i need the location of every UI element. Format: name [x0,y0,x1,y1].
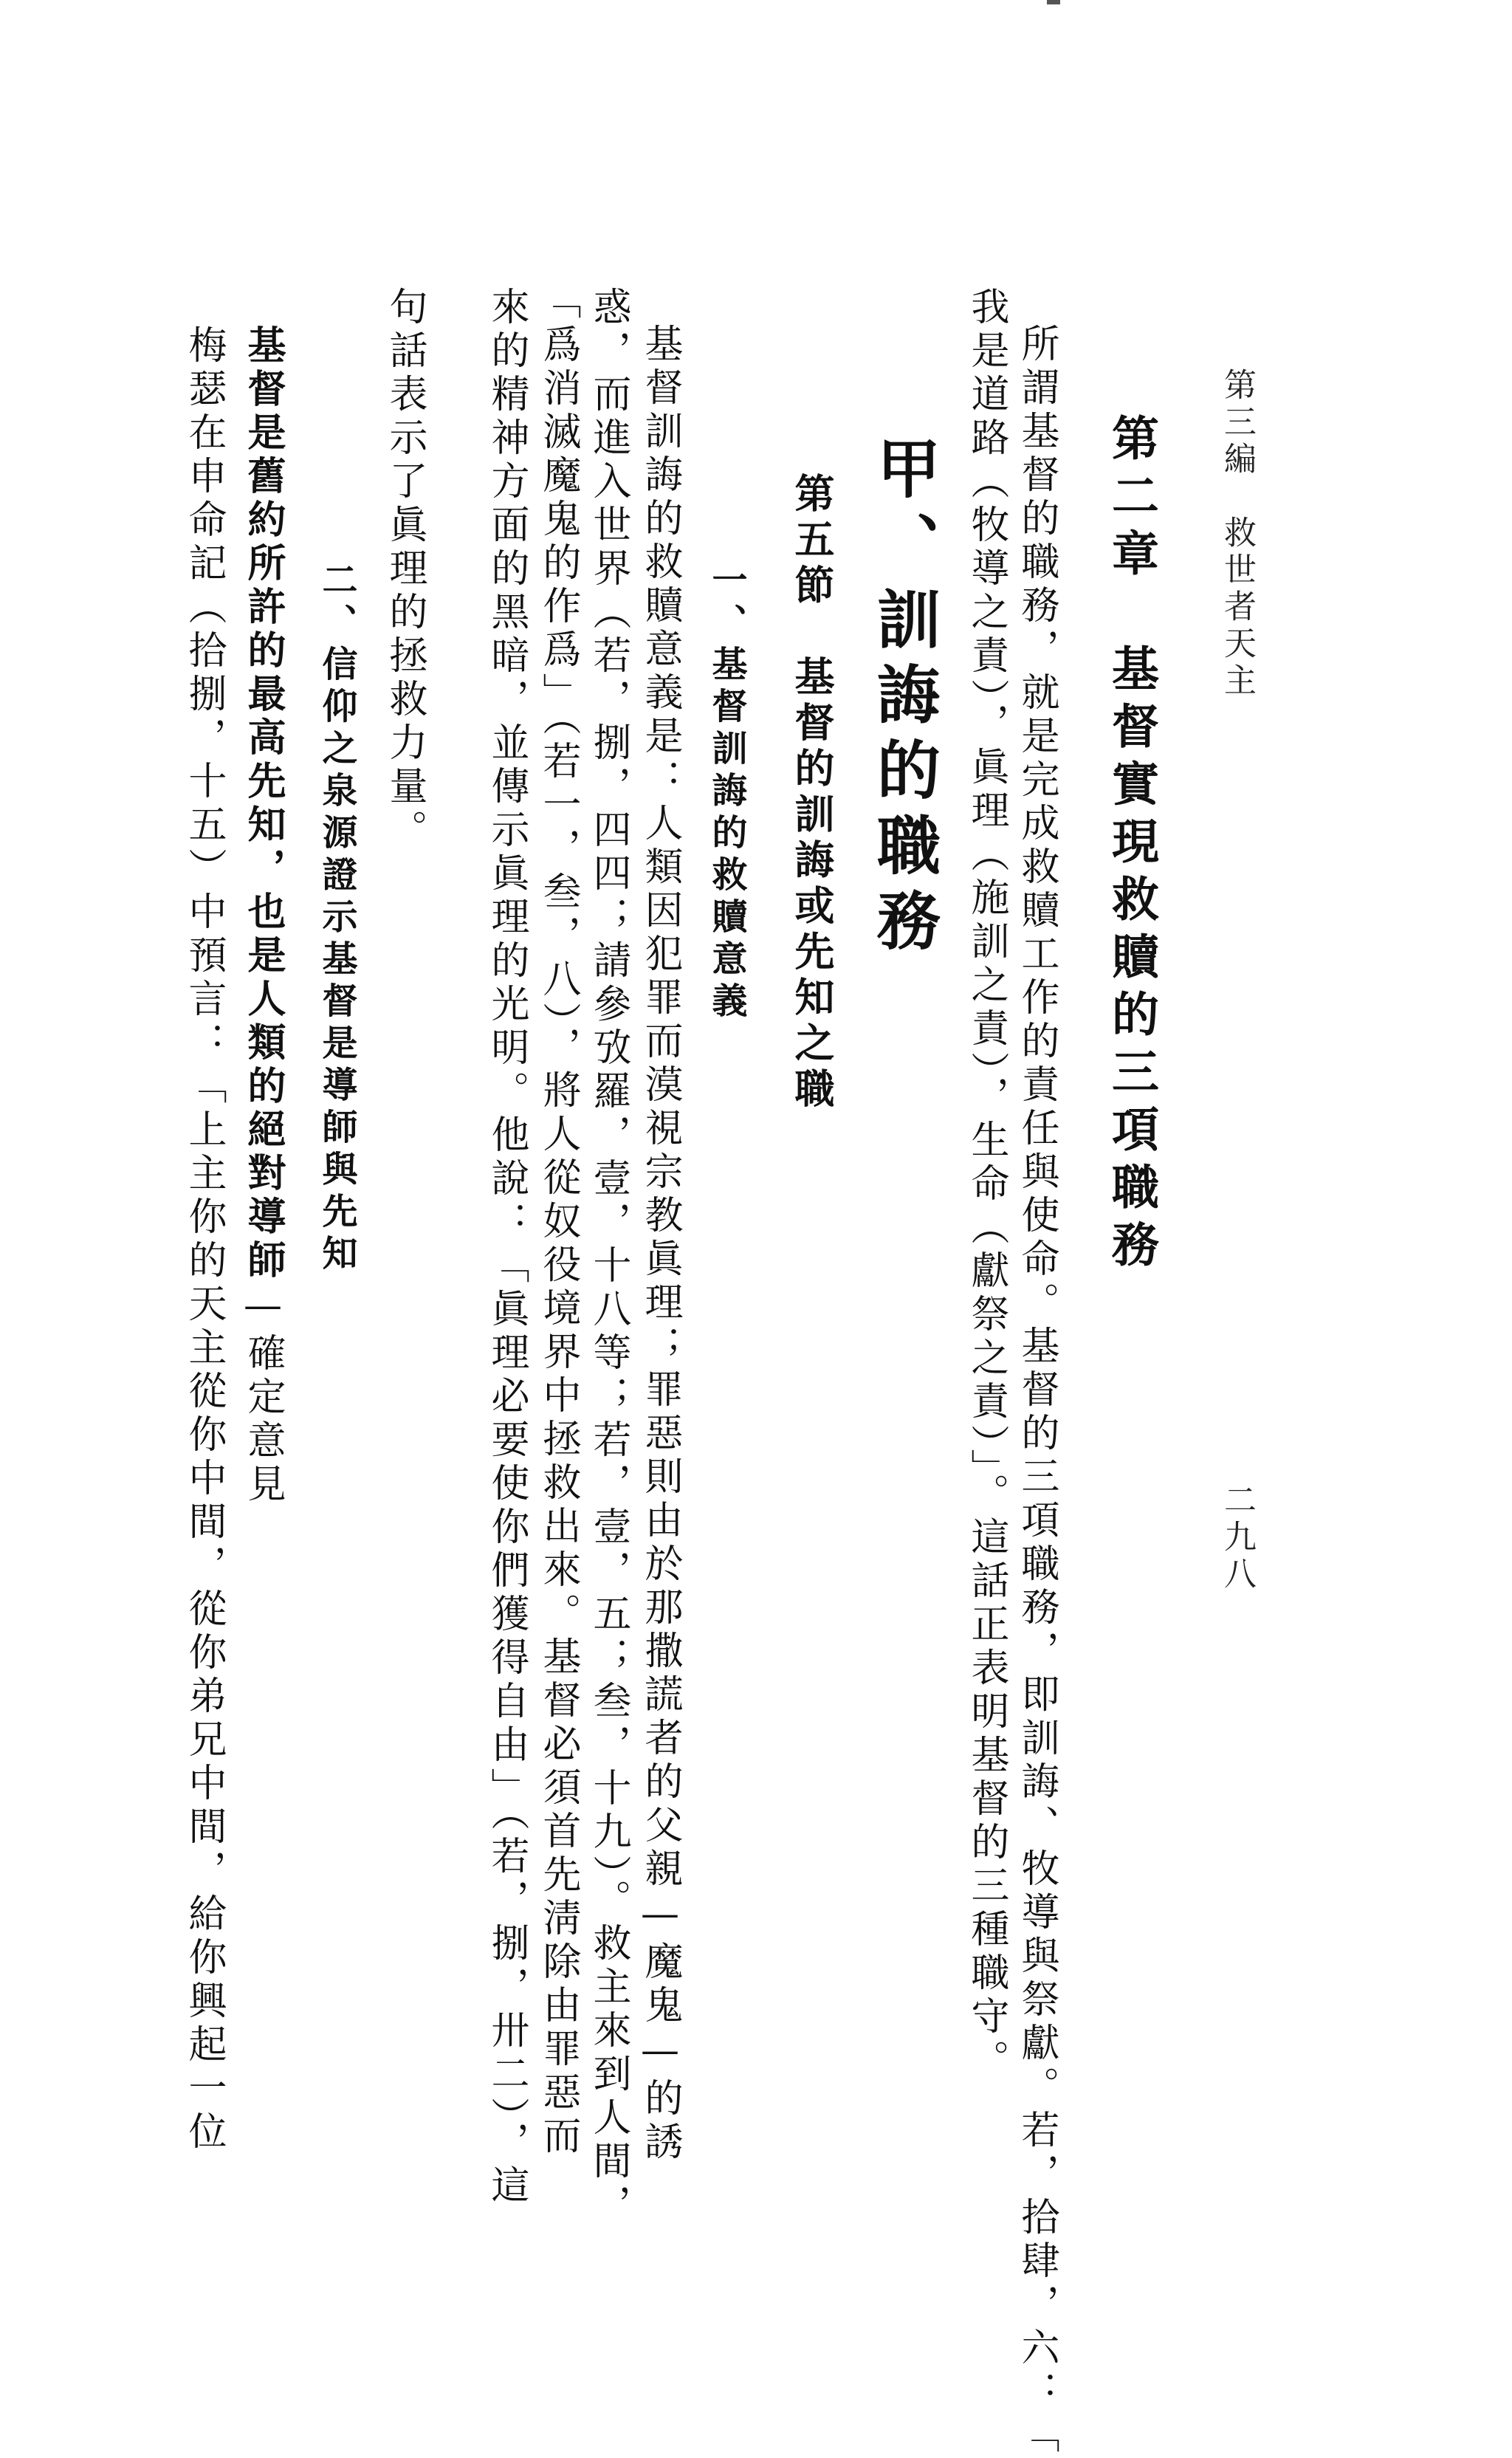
subsection-2-title: 二、信仰之泉源證示基督是導師與先知 [316,561,357,1277]
subsection-2-lead [241,325,285,1507]
section-title: 第五節 基督的訓誨或先知之職 [788,473,835,1113]
subsection-1-line-4: 來的精神方面的黑暗，並傳示眞理的光明。他說：「眞理必要使你們獲得自由」（若，捌，卅二），這 [484,286,529,2208]
subsection-2-line-2: 梅瑟在申命記（拾捌，十五）中預言：「上主你的天主從你中間，從你弟兄中間，給你興起一位 [182,325,226,2155]
intro-line-1: 所謂基督的職務，就是完成救贖工作的責任與使命。基督的三項職務，即訓誨、牧導與祭獻。若，拾肆，六：「 [1014,323,1059,2458]
subsection-1-title: 一、基督訓誨的救贖意義 [706,561,747,1024]
part-title: 甲、訓誨的職務 [866,436,941,963]
subsection-2-lead-bold: 基督是舊約所許的最高先知，也是人類的絕對導師 [241,325,285,1283]
subsection-1-line-5: 句話表示了眞理的拯救力量。 [382,286,427,853]
subsection-1-line-3: 「爲消滅魔鬼的作爲」（若一，叁，八），將人從奴役境界中拯救出來。基督必須首先淸除由罪惡而 [536,281,580,2159]
scan-mark [1047,0,1060,4]
intro-line-2: 我是道路（牧導之責），眞理（施訓之責），生命（獻祭之責）」。這話正表明基督的三種職守。 [964,286,1008,2083]
running-head: 第三編 救世者天主 [1218,368,1256,700]
subsection-1-line-1: 基督訓誨的救贖意義是：人類因犯罪而漠視宗教眞理；罪惡則由於那撒謊者的父親—魔鬼—的誘 [638,323,682,2165]
chapter-title: 第二章 基督實現救贖的三項職務 [1104,413,1159,1277]
page-number: 二九八 [1218,1483,1256,1593]
subsection-2-lead-rest: —確定意見 [241,1283,285,1507]
subsection-1-line-2: 惑，而進入世界（若，捌，四四；請參攷羅，壹，十八等；若，壹，五；叁，十九）。救主來到人間， [586,286,630,2228]
